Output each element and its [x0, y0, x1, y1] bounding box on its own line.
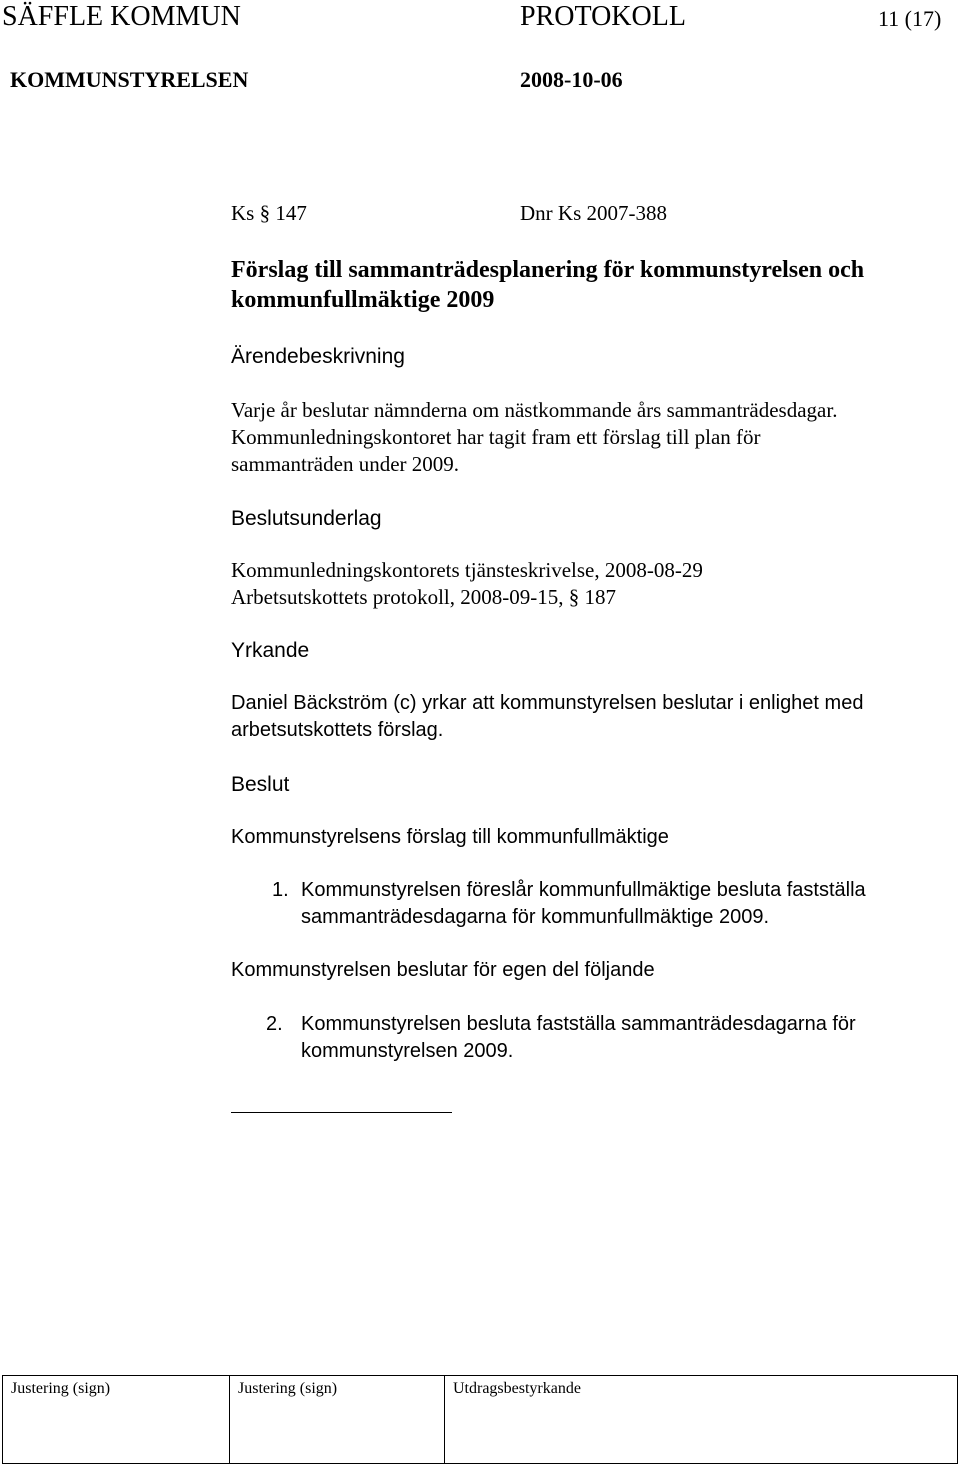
signature-cell-1-label: Justering (sign) [11, 1380, 111, 1397]
arendebeskrivning-line-2: Kommunledningskontoret har tagit fram ett förslag till plan för [231, 425, 761, 449]
signature-table [2, 1375, 958, 1464]
beslut-intro-2: Kommunstyrelsen beslutar för egen del följande [231, 959, 655, 981]
arendebeskrivning-heading: Ärendebeskrivning [231, 345, 405, 368]
section-symbol: § [568, 585, 580, 609]
case-prefix: Ks [231, 201, 255, 225]
beslut-intro-1: Kommunstyrelsens förslag till kommunfullmäktige [231, 826, 669, 848]
meeting-date: 2008-10-06 [520, 67, 623, 92]
beslutsunderlag-heading: Beslutsunderlag [231, 507, 382, 530]
dnr-number: Dnr Ks 2007-388 [520, 201, 667, 225]
beslutsunderlag-item-2-text: Arbetsutskottets protokoll, 2008-09-15, [231, 585, 564, 609]
arendebeskrivning-line-1: Varje år beslutar nämnderna om nästkommande års sammanträdesdagar. [231, 398, 838, 422]
page-number: 11 (17) [878, 6, 942, 31]
case-title-line-2: kommunfullmäktige 2009 [231, 287, 495, 313]
beslut-item-2-line-1: Kommunstyrelsen besluta fastställa sammanträdesdagarna för [301, 1013, 856, 1035]
beslut-item-1-number: 1. [272, 879, 289, 901]
beslutsunderlag-item-2 [231, 584, 616, 611]
section-end-divider [231, 1112, 452, 1113]
arendebeskrivning-line-3: sammanträden under 2009. [231, 452, 460, 476]
case-reference [231, 200, 307, 227]
yrkande-line-1: Daniel Bäckström (c) yrkar att kommunstyrelsen beslutar i enlighet med [231, 692, 864, 714]
beslut-item-1-line-1: Kommunstyrelsen föreslår kommunfullmäktige besluta fastställa [301, 879, 866, 901]
case-title-line-1: Förslag till sammanträdesplanering för kommunstyrelsen och [231, 257, 865, 283]
yrkande-heading: Yrkande [231, 639, 310, 662]
signature-cell-2 [230, 1376, 445, 1463]
case-number: 147 [275, 201, 307, 225]
beslut-item-2-number: 2. [266, 1013, 283, 1035]
beslut-heading: Beslut [231, 773, 290, 796]
yrkande-line-2: arbetsutskottets förslag. [231, 719, 444, 741]
beslut-item-2-line-2: kommunstyrelsen 2009. [301, 1040, 514, 1062]
section-symbol: § [259, 201, 271, 225]
board-name: KOMMUNSTYRELSEN [10, 67, 249, 92]
signature-cell-3-label: Utdragsbestyrkande [453, 1380, 581, 1397]
municipality-name: SÄFFLE KOMMUN [2, 1, 241, 32]
beslutsunderlag-item-2-ref: 187 [584, 585, 616, 609]
document-type: PROTOKOLL [520, 1, 686, 32]
beslut-item-1-line-2: sammanträdesdagarna för kommunfullmäktige 2009. [301, 906, 770, 928]
signature-cell-3 [445, 1376, 957, 1463]
beslutsunderlag-item-1: Kommunledningskontorets tjänsteskrivelse, 2008-08-29 [231, 558, 703, 582]
signature-cell-2-label: Justering (sign) [238, 1380, 338, 1397]
signature-cell-1 [3, 1376, 230, 1463]
